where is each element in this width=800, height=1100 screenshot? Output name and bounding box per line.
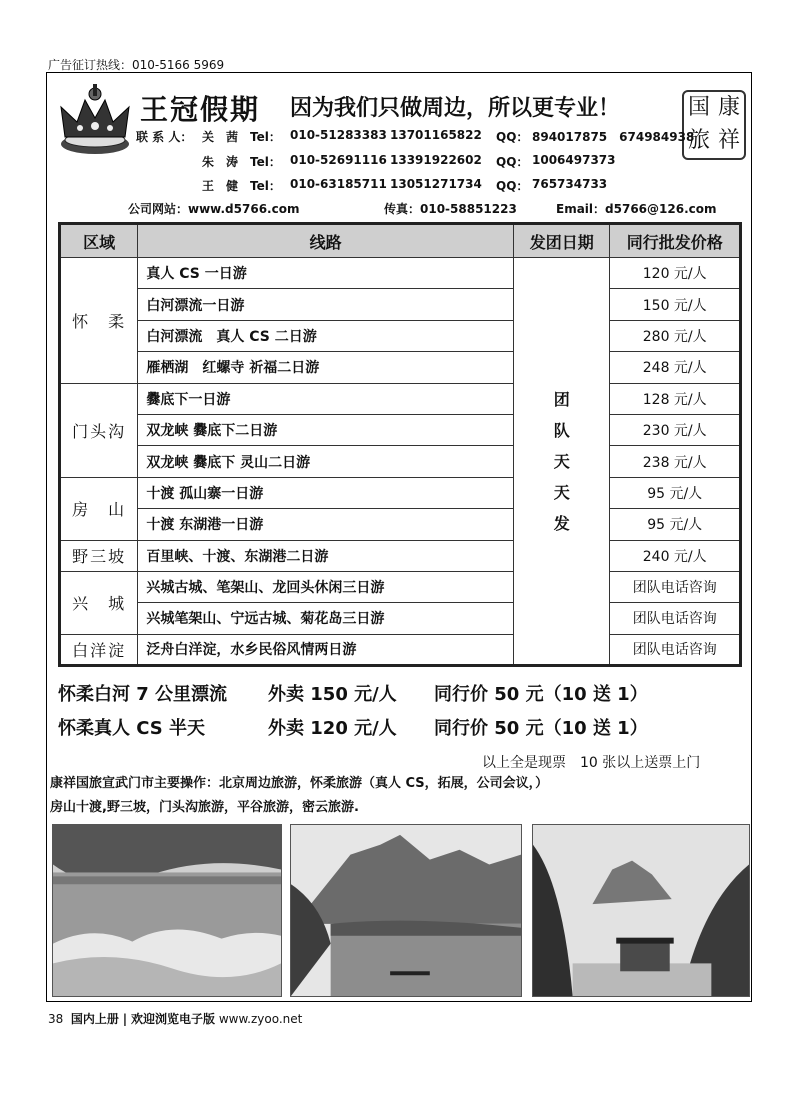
promo-trade: 同行价 50 元（10 送 1） <box>434 718 648 739</box>
table-header-row <box>60 224 741 258</box>
seal-char: 祥 <box>717 128 740 153</box>
date-char: 发 <box>553 513 570 533</box>
table-row <box>60 634 741 665</box>
brand-name: 王冠假期 <box>140 93 261 126</box>
footer-separator: | <box>122 1012 128 1026</box>
fax: 传真：010-58851223 <box>384 202 517 216</box>
tel-label: Tel： <box>250 130 281 144</box>
price-cell: 95 元/人 <box>610 477 741 508</box>
table-row <box>60 352 741 383</box>
seal-char: 旅 <box>687 128 710 153</box>
qq-number: 765734733 <box>532 177 608 191</box>
table-row <box>60 258 741 289</box>
table-row <box>60 540 741 571</box>
table-row <box>60 509 741 540</box>
price-cell: 230 元/人 <box>610 414 741 445</box>
date-char: 团 <box>553 389 570 409</box>
route-cell: 十渡 东湖港一日游 <box>138 509 514 540</box>
mobile-number: 13051271734 <box>390 177 482 191</box>
contact-name: 关 茜 <box>202 130 239 144</box>
mobile-number: 13391922602 <box>390 153 482 167</box>
price-cell: 240 元/人 <box>610 540 741 571</box>
route-cell: 兴城笔架山、宁远古城、菊花岛三日游 <box>138 603 514 634</box>
qq-label: QQ： <box>496 130 529 144</box>
route-cell: 泛舟白洋淀，水乡民俗风情两日游 <box>138 634 514 665</box>
table-row <box>60 603 741 634</box>
footer-url: www.zyoo.net <box>218 1012 303 1026</box>
region-cell: 门头沟 <box>60 383 138 477</box>
mobile-number: 13701165822 <box>390 128 482 142</box>
price-cell: 团队电话咨询 <box>610 634 741 665</box>
page-number: 38 <box>48 1012 64 1026</box>
gate-photo <box>532 824 750 997</box>
ad-hotline: 广告征订热线：010-5166 5969 <box>48 58 225 72</box>
price-cell: 团队电话咨询 <box>610 603 741 634</box>
mountain-river-photo <box>290 824 522 997</box>
price-cell: 95 元/人 <box>610 509 741 540</box>
date-char: 天 <box>553 482 570 502</box>
price-cell: 团队电话咨询 <box>610 571 741 602</box>
promo-retail: 外卖 150 元/人 <box>268 684 397 705</box>
col-header-price: 同行批发价格 <box>610 224 741 258</box>
route-cell: 真人 CS 一日游 <box>138 258 514 289</box>
route-cell: 雁栖湖 红螺寺 祈福二日游 <box>138 352 514 383</box>
col-header-route: 线路 <box>138 224 514 258</box>
price-cell: 238 元/人 <box>610 446 741 477</box>
region-cell: 白洋淀 <box>60 634 138 665</box>
slogan: 因为我们只做周边，所以更专业！ <box>290 96 621 121</box>
email: Email：d5766@126.com <box>556 202 717 216</box>
region-cell: 房 山 <box>60 477 138 540</box>
route-cell: 双龙峡 爨底下二日游 <box>138 414 514 445</box>
price-cell: 280 元/人 <box>610 320 741 351</box>
tel-number: 010-51283383 <box>290 128 387 142</box>
table-row <box>60 446 741 477</box>
qq-label: QQ： <box>496 179 529 193</box>
route-cell: 爨底下一日游 <box>138 383 514 414</box>
route-cell: 白河漂流 真人 CS 二日游 <box>138 320 514 351</box>
tel-label: Tel： <box>250 179 281 193</box>
intro-line-1: 康祥国旅宣武门市主要操作：北京周边旅游，怀柔旅游（真人 CS，拓展，公司会议，） <box>50 776 549 791</box>
col-header-date: 发团日期 <box>513 224 609 258</box>
website: 公司网站：www.d5766.com <box>128 202 300 216</box>
promo-trade: 同行价 50 元（10 送 1） <box>434 684 648 705</box>
route-cell: 十渡 孤山寨一日游 <box>138 477 514 508</box>
promo-item: 怀柔真人 CS 半天 <box>58 718 206 739</box>
price-cell: 120 元/人 <box>610 258 741 289</box>
seal-char: 康 <box>717 95 740 120</box>
page-footer <box>48 1010 302 1027</box>
company-seal <box>682 90 746 160</box>
route-price-table <box>58 222 742 667</box>
table-row <box>60 571 741 602</box>
footer-section: 国内上册 <box>70 1012 119 1026</box>
price-cell: 128 元/人 <box>610 383 741 414</box>
date-char: 队 <box>553 420 570 440</box>
qq-number: 894017875 674984938 <box>532 130 695 144</box>
seal-char: 国 <box>687 95 710 120</box>
departure-date-cell <box>513 258 609 666</box>
price-cell: 150 元/人 <box>610 289 741 320</box>
ticket-note: 以上全是现票 10 张以上送票上门 <box>482 755 701 771</box>
route-cell: 双龙峡 爨底下 灵山二日游 <box>138 446 514 477</box>
promo-retail: 外卖 120 元/人 <box>268 718 397 739</box>
qq-number: 1006497373 <box>532 153 616 167</box>
lake-photo <box>52 824 282 997</box>
contact-name: 王 健 <box>202 179 239 193</box>
region-cell: 野三坡 <box>60 540 138 571</box>
table-row <box>60 320 741 351</box>
tel-label: Tel： <box>250 155 281 169</box>
route-cell: 百里峡、十渡、东湖港二日游 <box>138 540 514 571</box>
col-header-region: 区域 <box>60 224 138 258</box>
region-cell: 兴 城 <box>60 571 138 634</box>
tel-number: 010-52691116 <box>290 153 387 167</box>
table-row <box>60 289 741 320</box>
contact-label: 联 系 人： <box>136 130 193 144</box>
contact-name: 朱 涛 <box>202 155 239 169</box>
tel-number: 010-63185711 <box>290 177 387 191</box>
crown-logo <box>55 82 135 162</box>
table-row <box>60 383 741 414</box>
route-cell: 白河漂流一日游 <box>138 289 514 320</box>
region-cell: 怀 柔 <box>60 258 138 384</box>
table-row <box>60 414 741 445</box>
footer-text: 欢迎浏览电子版 <box>130 1012 215 1026</box>
price-cell: 248 元/人 <box>610 352 741 383</box>
date-char: 天 <box>553 451 570 471</box>
promo-item: 怀柔白河 7 公里漂流 <box>58 684 228 705</box>
table-row <box>60 477 741 508</box>
route-cell: 兴城古城、笔架山、龙回头休闲三日游 <box>138 571 514 602</box>
intro-line-2: 房山十渡,野三坡，门头沟旅游，平谷旅游，密云旅游. <box>50 800 359 815</box>
qq-label: QQ： <box>496 155 529 169</box>
